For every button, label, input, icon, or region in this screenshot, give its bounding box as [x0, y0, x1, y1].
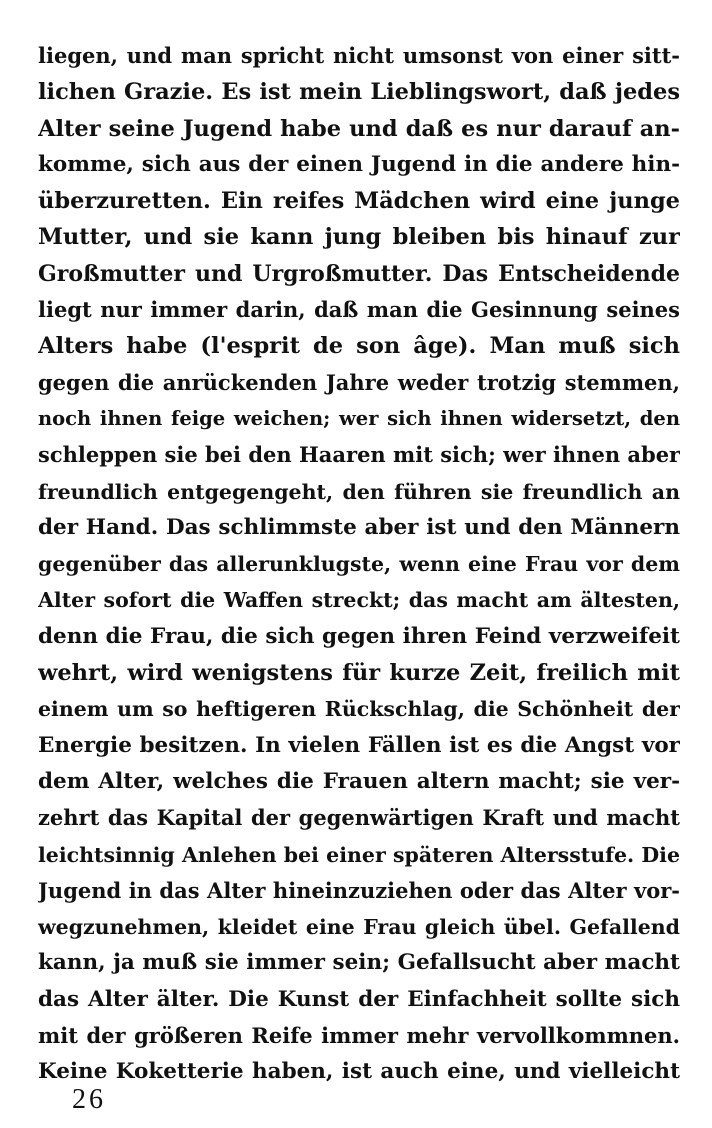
text-line: noch ihnen feige weichen; wer sich ihnen widersetzt, den [38, 406, 680, 430]
text-line: einem um so heftigeren Rückschlag, die Schönheit der [38, 697, 680, 722]
text-line: das Alter älter. Die Kunst der Einfachheit sollte sich [38, 986, 680, 1012]
text-line: freundlich entgegengeht, den führen sie freundlich an [38, 479, 680, 504]
text-line: Alters habe (l'esprit de son âge). Man muß sich [38, 333, 680, 360]
text-line: Keine Koketterie haben, ist auch eine, und vielleicht [38, 1059, 680, 1085]
page-number: 26 [72, 1084, 106, 1115]
text-line: leichtsinnig Anlehen bei einer späteren Altersstufe. Die [38, 842, 680, 867]
text-line: überzuretten. Ein reifes Mädchen wird eine junge [38, 188, 680, 215]
text-line: komme, sich aus der einen Jugend in die andere hin- [38, 151, 680, 177]
body-text [38, 38, 680, 1091]
text-line: liegen, und man spricht nicht umsonst von einer sitt- [38, 43, 680, 68]
text-line: Mutter, und sie kann jung bleiben bis hinauf zur [38, 224, 680, 251]
text-line: dem Alter, welches die Frauen altern macht; sie ver- [38, 768, 680, 794]
text-line: liegt nur immer darin, daß man die Gesinnung seines [38, 297, 680, 323]
text-line: gegenüber das allerunklugste, wenn eine Frau vor dem [38, 552, 680, 577]
text-line: Energie besitzen. In vielen Fällen ist es die Angst vor [38, 732, 680, 758]
text-line: Alter sofort die Waffen streckt; das macht am ältesten, [38, 588, 680, 613]
text-line: der Hand. Das schlimmste aber ist und den Männern [38, 514, 680, 540]
text-line: kann, ja muß sie immer sein; Gefallsucht aber macht [38, 950, 680, 976]
text-line: wehrt, wird wenigstens für kurze Zeit, freilich mit [38, 660, 680, 687]
text-line: Großmutter und Urgroßmutter. Das Entscheidende [38, 260, 680, 287]
text-line: denn die Frau, die sich gegen ihren Feind verzweifeit [38, 623, 680, 649]
text-line: schleppen sie bei den Haaren mit sich; wer ihnen aber [38, 442, 680, 468]
text-line: zehrt das Kapital der gegenwärtigen Kraft und macht [38, 805, 680, 831]
text-line: Jugend in das Alter hineinzuziehen oder das Alter vor- [38, 877, 680, 903]
text-line: gegen die anrückenden Jahre weder trotzig stemmen, [38, 369, 680, 395]
text-line: mit der größeren Reife immer mehr vervollkommnen. [38, 1023, 680, 1049]
text-line: Alter seine Jugend habe und daß es nur darauf an- [38, 115, 680, 142]
text-line: wegzunehmen, kleidet eine Frau gleich übel. Gefallend [38, 915, 680, 940]
text-line: lichen Grazie. Es ist mein Lieblingswort, daß jedes [38, 79, 680, 106]
